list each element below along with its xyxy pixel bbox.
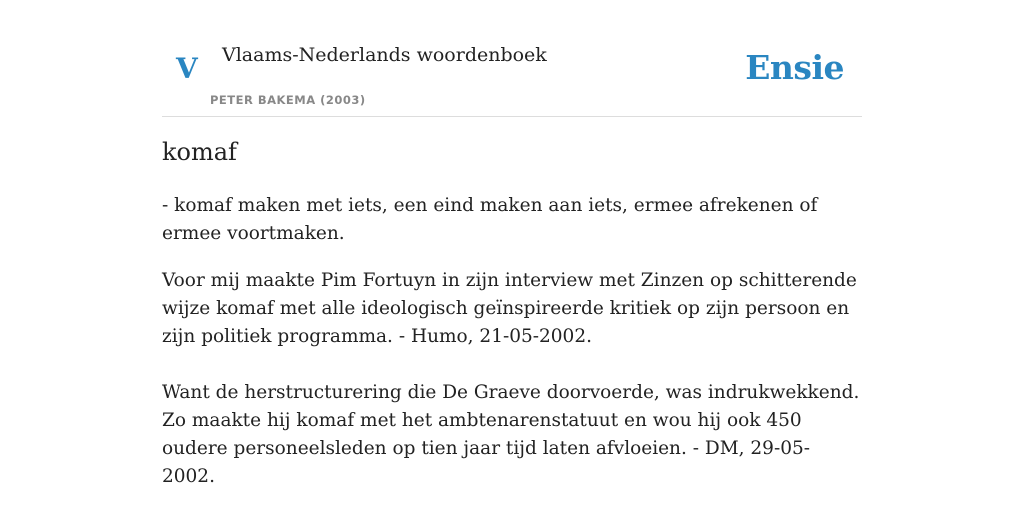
dictionary-letter-badge: V	[176, 52, 198, 85]
entry-example: Voor mij maakte Pim Fortuyn in zijn interview met Zinzen op schitterende wijze komaf met alle ideologisch geïnspireerde kritiek op zijn persoon en zijn politiek programma. - Humo, 21-05-2002.	[162, 270, 857, 347]
dictionary-header	[162, 0, 862, 117]
entry-example: Want de herstructurering die De Graeve doorvoerde, was indrukwekkend. Zo maakte hij komaf met het ambtenarenstatuut en wou hij ook 450 oudere personeelsleden op tien jaar tijd laten afvloeien. - DM, 29-05-2002.	[162, 382, 860, 487]
page	[162, 0, 862, 512]
entry-headword: komaf	[162, 138, 237, 166]
entry-body	[162, 192, 862, 491]
dictionary-title[interactable]: Vlaams-Nederlands woordenboek	[222, 44, 547, 66]
ensie-logo[interactable]: Ensie	[745, 48, 844, 87]
entry-definition: - komaf maken met iets, een eind maken aan iets, ermee afrekenen of ermee voortmaken.	[162, 195, 818, 244]
dictionary-author: PETER BAKEMA (2003)	[210, 93, 366, 107]
